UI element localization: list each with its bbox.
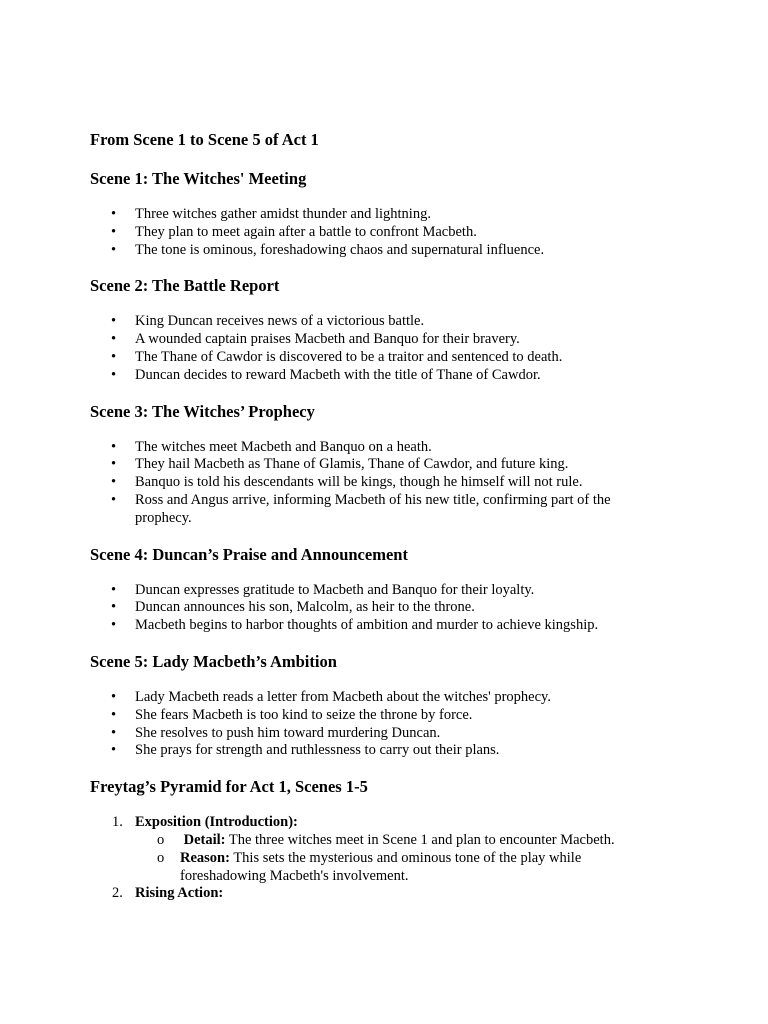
list-item: • She fears Macbeth is too kind to seize the throne by force. xyxy=(90,707,650,725)
detail-label: Detail: xyxy=(180,831,226,848)
item-label: Rising Action: xyxy=(135,885,224,902)
detail-text: The three witches meet in Scene 1 and plan to encounter Macbeth. xyxy=(225,831,615,848)
list-item: • King Duncan receives news of a victorious battle. xyxy=(90,313,650,331)
item-label: Exposition (Introduction): xyxy=(135,814,298,831)
list-item: • Ross and Angus arrive, informing Macbeth of his new title, confirming part of the prophecy. xyxy=(90,492,650,528)
list-item: • Three witches gather amidst thunder and lightning. xyxy=(90,206,650,224)
reason-text: This sets the mysterious and ominous tone of the play while foreshadowing Macbeth's involvement. xyxy=(180,849,582,884)
scene-section xyxy=(90,401,650,528)
numbered-list xyxy=(90,814,650,903)
scene-heading: Scene 4: Duncan’s Praise and Announcement xyxy=(90,544,408,564)
document-page xyxy=(90,129,650,903)
sub-bullet-marker: o xyxy=(157,849,165,866)
list-item: • The witches meet Macbeth and Banquo on a heath. xyxy=(90,439,650,457)
item-number: 1. xyxy=(112,814,123,831)
item-number: 2. xyxy=(112,885,123,902)
pyramid-section xyxy=(90,776,650,903)
list-item: • The Thane of Cawdor is discovered to be a traitor and sentenced to death. xyxy=(90,349,650,367)
sub-item xyxy=(135,850,650,886)
scene-heading: Scene 3: The Witches’ Prophecy xyxy=(90,401,315,421)
list-item: • Banquo is told his descendants will be kings, though he himself will not rule. xyxy=(90,474,650,492)
scene-heading: Scene 5: Lady Macbeth’s Ambition xyxy=(90,651,337,671)
scene-section xyxy=(90,275,650,384)
list-item: • Duncan expresses gratitude to Macbeth and Banquo for their loyalty. xyxy=(90,582,650,600)
scene-section xyxy=(90,168,650,259)
bullet-list xyxy=(90,206,650,259)
numbered-item xyxy=(90,814,650,885)
reason-label: Reason: xyxy=(180,849,230,866)
scene-section xyxy=(90,544,650,635)
scene-section xyxy=(90,651,650,760)
numbered-item xyxy=(90,885,650,903)
list-item: • A wounded captain praises Macbeth and Banquo for their bravery. xyxy=(90,331,650,349)
bullet-list xyxy=(90,439,650,528)
list-item: • Lady Macbeth reads a letter from Macbeth about the witches' prophecy. xyxy=(90,689,650,707)
list-item: • Macbeth begins to harbor thoughts of ambition and murder to achieve kingship. xyxy=(90,617,650,635)
list-item: • She prays for strength and ruthlessness to carry out their plans. xyxy=(90,742,650,760)
list-item: • Duncan decides to reward Macbeth with the title of Thane of Cawdor. xyxy=(90,367,650,385)
sub-list xyxy=(135,832,650,885)
scene-heading: Scene 1: The Witches' Meeting xyxy=(90,169,307,188)
sub-bullet-marker: o xyxy=(157,831,165,848)
list-item: • The tone is ominous, foreshadowing chaos and supernatural influence. xyxy=(90,242,650,260)
bullet-list xyxy=(90,582,650,635)
bullet-list xyxy=(90,313,650,384)
list-item: • She resolves to push him toward murdering Duncan. xyxy=(90,725,650,743)
list-item: • They hail Macbeth as Thane of Glamis, Thane of Cawdor, and future king. xyxy=(90,456,650,474)
list-item: • They plan to meet again after a battle to confront Macbeth. xyxy=(90,224,650,242)
pyramid-heading: Freytag’s Pyramid for Act 1, Scenes 1-5 xyxy=(90,777,368,797)
list-item: • Duncan announces his son, Malcolm, as heir to the throne. xyxy=(90,599,650,617)
bullet-list xyxy=(90,689,650,760)
document-title: From Scene 1 to Scene 5 of Act 1 xyxy=(90,130,319,149)
scene-heading: Scene 2: The Battle Report xyxy=(90,276,280,296)
sub-item xyxy=(135,832,650,850)
